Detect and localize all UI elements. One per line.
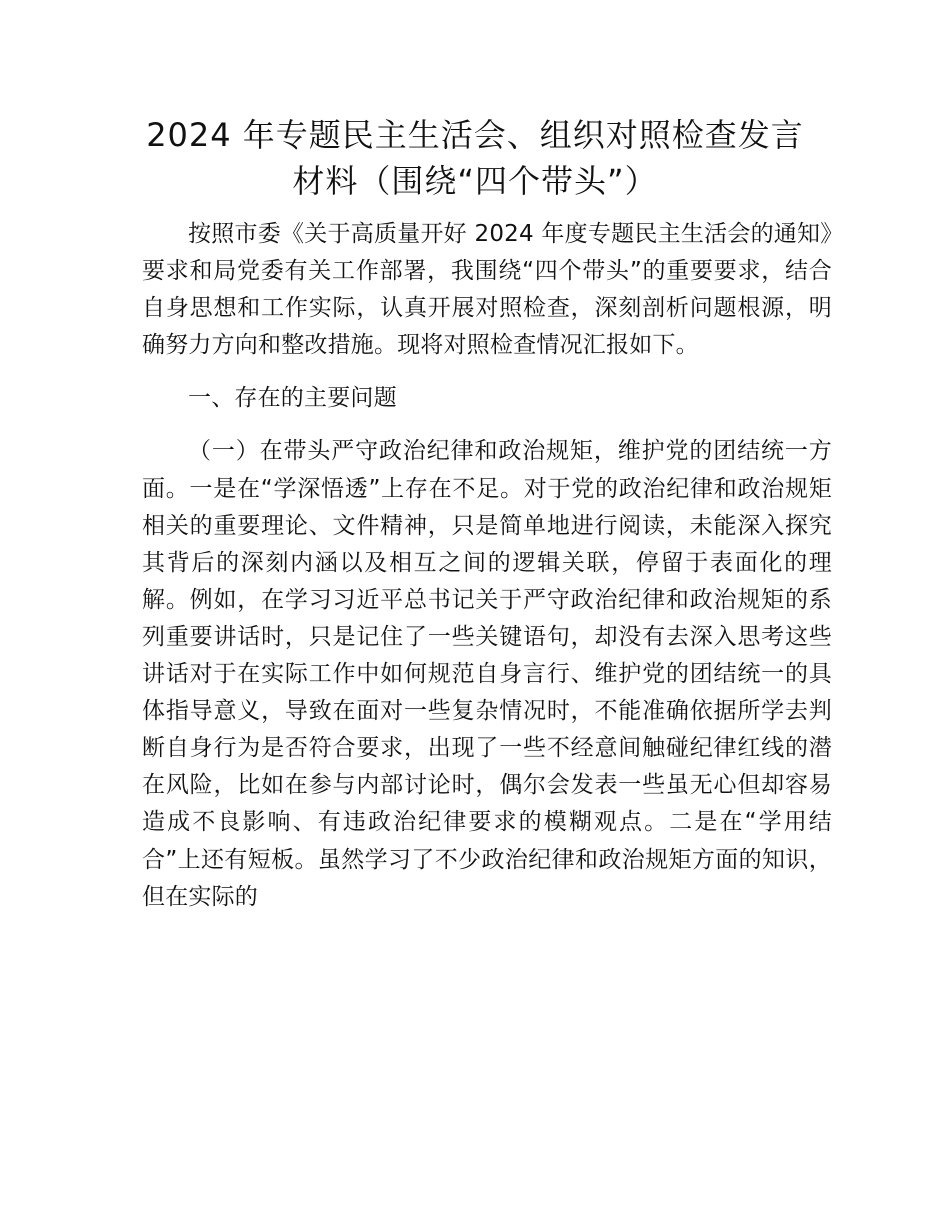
title-line-2: 材料（围绕“四个带头”） [292, 162, 658, 200]
section-heading: 一、存在的主要问题 [188, 385, 397, 412]
title-line-1: 2024 年专题民主生活会、组织对照检查发言 [146, 116, 804, 154]
body-paragraph: （一）在带头严守政治纪律和政治规矩，维护党的团结统一方面。一是在“学深悟透”上存在不足。对于党的政治纪律和政治规矩相关的重要理论、文件精神，只是简单地进行阅读，未能深入探究其背后的深刻内涵以及相互之间的逻辑关联，停留于表面化的理解。例如，在学习习近平总书记关于严守政治纪律和政治规矩的系列重要讲话时，只是记住了一些关键语句，却没有去深入思考这些讲话对于在实际工作中如何规范自身言行、维护党的团结统一的具体指导意义，导致在面对一些复杂情况时，不能准确依据所学去判断自身行为是否符合要求，出现了一些不经意间触碰纪律红线的潜在风险，比如在参与内部讨论时，偶尔会发表一些虽无心但却容易造成不良影响、有违政治纪律要求的模糊观点。二是在“学用结合”上还有短板。虽然学习了不少政治纪律和政治规矩方面的知识，但在实际的 [142, 438, 832, 910]
document-body [142, 216, 832, 916]
intro-paragraph: 按照市委《关于高质量开好 2024 年度专题民主生活会的通知》要求和局党委有关工作部署，我围绕“四个带头”的重要要求，结合自身思想和工作实际，认真开展对照检查，深刻剖析问题根源，明确努力方向和整改措施。现将对照检查情况汇报如下。 [142, 221, 832, 359]
document-title [120, 112, 830, 204]
